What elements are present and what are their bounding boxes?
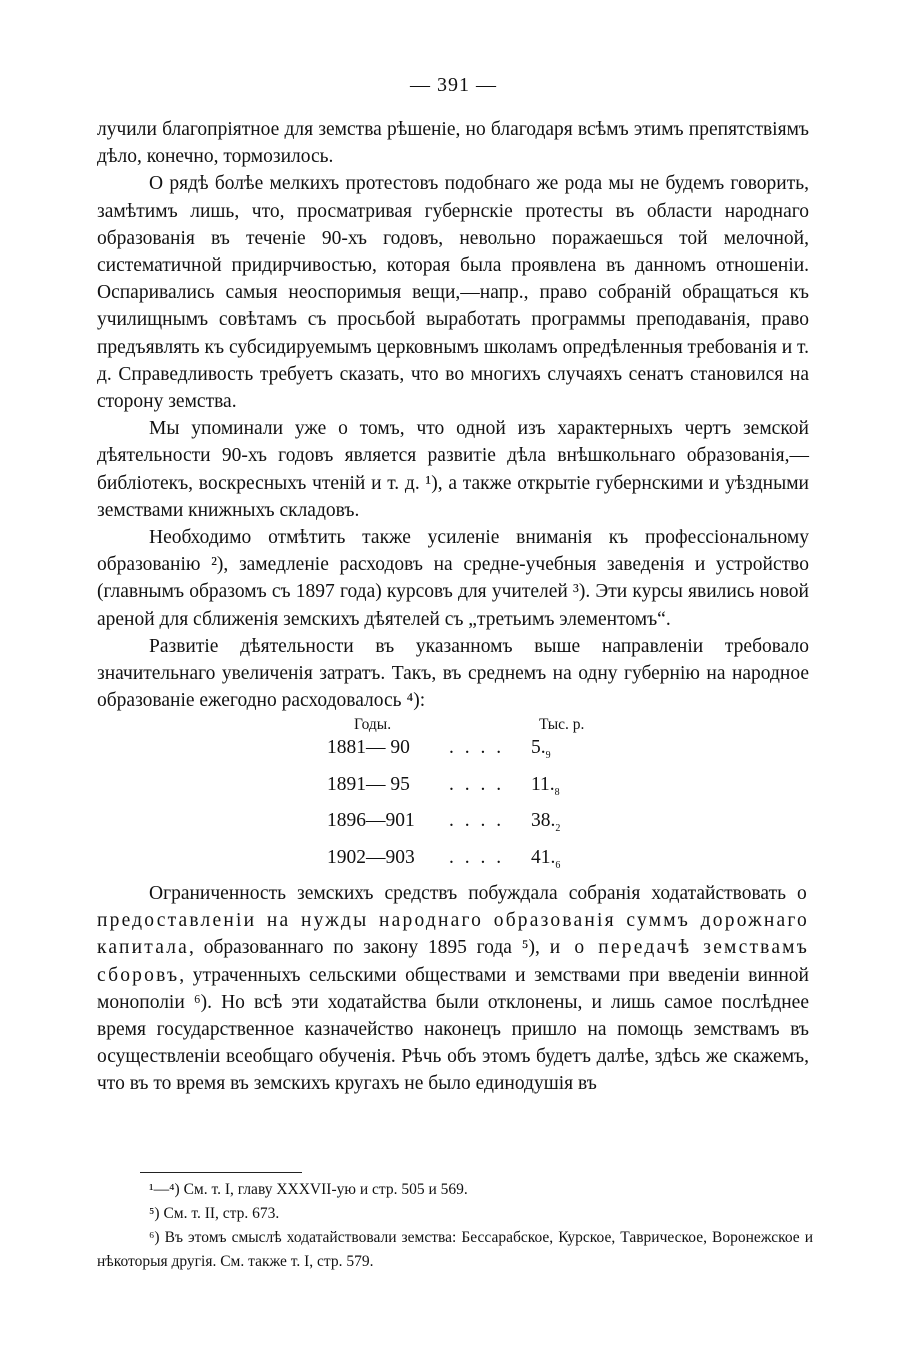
footnote-6: ⁶) Въ этомъ смыслѣ ходатайствовали земства: Бессарабское, Курское, Таврическое, Воронежское и нѣкоторыя другія. См. также т. I, стр. 579.	[97, 1229, 813, 1270]
row-years: 1902—903	[327, 846, 415, 868]
header-years: Годы.	[354, 716, 392, 734]
row-value: $38._2$	[531, 810, 561, 835]
row-value: $41._6$	[531, 846, 561, 871]
row-dots: . . . .	[449, 810, 505, 832]
row-years: 1891— 95	[327, 773, 410, 795]
emphasis-spaced-2: и о передачѣ земствамъ сборовъ	[97, 937, 810, 986]
table-row	[97, 771, 809, 807]
table-row	[97, 734, 809, 770]
paragraph-4: Необходимо отмѣтить также усиленіе вниманія къ профессіональному образованію ²), замедленіе расходовъ на средне-учебныя заведенія и устройство (главнымъ образомъ съ 1897 года) курсовъ для учителей ³). Эти курсы явились новой ареной для сближенія земскихъ дѣятелей съ „третьимъ элементомъ“.	[97, 527, 809, 630]
row-dots: . . . .	[449, 737, 505, 759]
row-years: 1896—901	[327, 810, 415, 832]
body-text	[97, 116, 809, 1098]
footnote-1-4: ¹—⁴) См. т. I, главу XXXVII-ую и стр. 505 и 569.	[149, 1181, 468, 1198]
row-dots: . . . .	[449, 846, 505, 868]
expenditure-table	[97, 716, 809, 880]
paragraph-2: О рядѣ болѣе мелкихъ протестовъ подобнаго же рода мы не будемъ говорить, замѣтимъ лишь, что, просматривая губернскіе протесты въ области народнаго образованія въ теченіе 90-хъ годовъ, невольно поражаешься той мелочной, систематичной придирчивостью, которая была проявлена въ данномъ отношеніи. Оспаривались самыя неоспоримыя вещи,—напр., право собраній обращаться къ училищнымъ совѣтамъ съ просьбой выработать программы преподаванія, право предъявлять къ субсидируемымъ церковнымъ школамъ опредѣленныя требованія и т. д. Справедливость требуетъ сказать, что во многихъ случаяхъ сенатъ становился на сторону земства.	[97, 173, 809, 413]
footnote-divider	[140, 1172, 302, 1173]
row-dots: . . . .	[449, 773, 505, 795]
table-header	[97, 716, 809, 734]
row-value: $5._9$	[531, 737, 551, 762]
row-value: $11._8$	[531, 773, 560, 798]
page-number: — 391 —	[410, 74, 497, 96]
row-years: 1881— 90	[327, 737, 410, 759]
paragraph-3: Мы упоминали уже о томъ, что одной изъ характерныхъ чертъ земской дѣятельности 90-хъ годовъ является развитіе дѣла внѣшкольнаго образованія,—библіотекъ, воскресныхъ чтеній и т. д. ¹), а также открытіе губернскими и уѣздными земствами книжныхъ складовъ.	[97, 418, 809, 521]
paragraph-1: лучили благопріятное для земства рѣшеніе, но благодаря всѣмъ этимъ препятствіямъ дѣло, конечно, тормозилось.	[97, 119, 809, 168]
emphasis-spaced-1: о предоставленіи на нужды народнаго образованія суммъ дорожнаго капитала	[97, 883, 809, 959]
paragraph-5: Развитіе дѣятельности въ указанномъ выше направленіи требовало значительнаго увеличенія затратъ. Такъ, въ среднемъ на одну губернію на народное образованіе ежегодно расходовалось ⁴):	[97, 635, 809, 712]
footnotes	[97, 1178, 813, 1274]
table-row	[97, 844, 809, 880]
header-thousands-rubles: Тыс. р.	[539, 716, 585, 734]
paragraph-6: Ограниченность земскихъ средствъ побуждала собранія ходатайствовать о предоставленіи на нужды народнаго образованія суммъ дорожнаго капитала, образованнаго по закону 1895 года ⁵), и о передачѣ земствамъ сборовъ, утраченныхъ сельскими обществами и земствами при введеніи винной монополіи ⁶). Но всѣ эти ходатайства были отклонены, и лишь самое послѣднее время государственное казначейство наконецъ пришло на помощь земствамъ въ осуществленіи всеобщаго обученія. Рѣчь объ этомъ будетъ далѣе, здѣсь же скажемъ, что въ то время въ земскихъ кругахъ не было единодушія въ	[97, 883, 810, 1095]
table-row	[97, 807, 809, 843]
footnote-5: ⁵) См. т. II, стр. 673.	[149, 1205, 280, 1222]
